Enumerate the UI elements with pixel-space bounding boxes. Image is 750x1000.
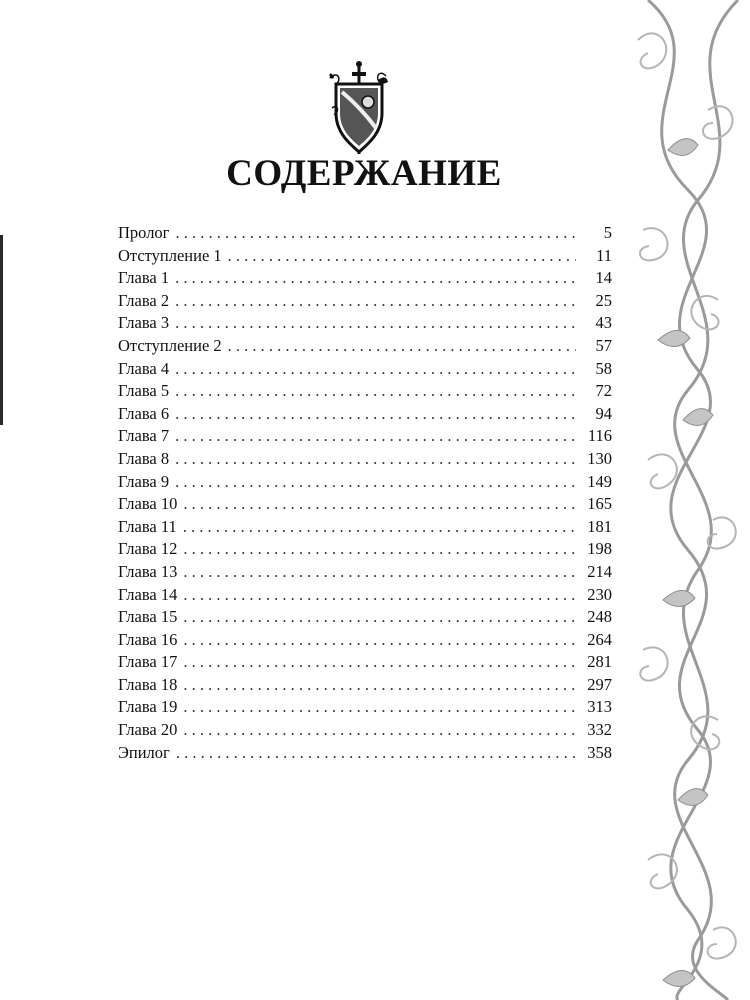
toc-entry-page: 58 [595, 358, 612, 378]
toc-entry-page: 264 [587, 629, 612, 649]
toc-leader-dots [175, 312, 576, 335]
toc-entry-title: Эпилог [118, 742, 170, 762]
toc-entry-title: Глава 19 [118, 697, 178, 717]
toc-entry-page: 11 [596, 245, 612, 265]
toc-entry [118, 358, 612, 381]
page-edge-mark [0, 235, 3, 425]
toc-leader-dots [183, 696, 576, 719]
toc-entry-title: Глава 18 [118, 674, 178, 694]
toc-entry-title: Глава 8 [118, 448, 170, 468]
toc-leader-dots [175, 425, 576, 448]
toc-entry [118, 403, 612, 426]
toc-entry [118, 696, 612, 719]
toc-entry-title: Глава 11 [118, 516, 177, 536]
toc-leader-dots [228, 335, 576, 358]
toc-entry [118, 742, 612, 765]
toc-entry-title: Глава 20 [118, 720, 178, 740]
toc-entry-page: 230 [587, 584, 612, 604]
toc-entry-page: 94 [595, 403, 612, 423]
toc-leader-dots [175, 471, 576, 494]
toc-entry [118, 493, 612, 516]
toc-entry-page: 14 [595, 268, 612, 288]
toc-entry [118, 584, 612, 607]
toc-entry [118, 651, 612, 674]
toc-entry [118, 312, 612, 335]
toc-leader-dots [175, 222, 576, 245]
toc-entry [118, 245, 612, 268]
toc-leader-dots [183, 606, 576, 629]
toc-leader-dots [175, 267, 576, 290]
toc-entry [118, 335, 612, 358]
toc-entry-page: 116 [587, 426, 612, 446]
toc-leader-dots [175, 358, 576, 381]
toc-entry-title: Глава 12 [118, 539, 178, 559]
toc-entry [118, 516, 612, 539]
toc-entry [118, 471, 612, 494]
toc-entry-page: 43 [595, 313, 612, 333]
toc-entry-title: Отступление 2 [118, 335, 222, 355]
toc-leader-dots [175, 403, 576, 426]
toc-entry-page: 130 [587, 448, 612, 468]
toc-entry-title: Отступление 1 [118, 245, 222, 265]
toc-entry [118, 425, 612, 448]
toc-entry [118, 380, 612, 403]
toc-entry-title: Пролог [118, 223, 170, 242]
toc-leader-dots [176, 742, 576, 765]
toc-entry-page: 165 [587, 494, 612, 514]
toc-entry-page: 149 [587, 471, 612, 491]
toc-entry [118, 222, 612, 245]
toc-entry-page: 358 [587, 742, 612, 762]
toc-entry-page: 281 [587, 652, 612, 672]
toc-leader-dots [228, 245, 576, 268]
toc-entry-page: 214 [587, 561, 612, 581]
toc-entry-page: 5 [603, 223, 612, 242]
toc-entry-title: Глава 2 [118, 290, 170, 310]
toc-entry-page: 57 [595, 335, 612, 355]
toc-entry-page: 181 [587, 516, 612, 536]
toc-leader-dots [183, 493, 576, 516]
toc-leader-dots [175, 290, 576, 313]
shield-sword-emblem-icon [328, 58, 390, 158]
toc-leader-dots [183, 629, 576, 652]
toc-leader-dots [175, 448, 576, 471]
table-of-contents [118, 222, 612, 764]
toc-entry-page: 198 [587, 539, 612, 559]
toc-leader-dots [183, 538, 576, 561]
toc-entry-title: Глава 9 [118, 471, 170, 491]
toc-entry [118, 719, 612, 742]
toc-leader-dots [175, 380, 576, 403]
toc-entry [118, 561, 612, 584]
toc-entry-title: Глава 15 [118, 607, 178, 627]
toc-entry-title: Глава 5 [118, 381, 170, 401]
toc-entry-page: 72 [595, 381, 612, 401]
toc-entry-title: Глава 4 [118, 358, 170, 378]
toc-leader-dots [183, 561, 576, 584]
toc-entry [118, 674, 612, 697]
toc-entry-page: 25 [595, 290, 612, 310]
toc-entry-page: 297 [587, 674, 612, 694]
toc-leader-dots [183, 584, 576, 607]
toc-entry-title: Глава 6 [118, 403, 170, 423]
floral-border-ornament-icon [628, 0, 750, 1000]
toc-entry-page: 313 [587, 697, 612, 717]
toc-entry-page: 332 [587, 720, 612, 740]
toc-entry-title: Глава 10 [118, 494, 178, 514]
toc-entry-title: Глава 17 [118, 652, 178, 672]
toc-entry-title: Глава 14 [118, 584, 178, 604]
toc-leader-dots [183, 674, 576, 697]
toc-entry-title: Глава 7 [118, 426, 170, 446]
toc-entry-title: Глава 1 [118, 268, 170, 288]
toc-entry [118, 606, 612, 629]
page-title: СОДЕРЖАНИЕ [226, 153, 502, 194]
toc-entry-page: 248 [587, 607, 612, 627]
toc-entry [118, 290, 612, 313]
toc-entry [118, 538, 612, 561]
toc-entry-title: Глава 13 [118, 561, 178, 581]
toc-entry [118, 629, 612, 652]
toc-entry-title: Глава 3 [118, 313, 170, 333]
toc-leader-dots [183, 719, 576, 742]
toc-entry [118, 448, 612, 471]
toc-leader-dots [183, 516, 576, 539]
toc-entry [118, 267, 612, 290]
toc-entry-title: Глава 16 [118, 629, 178, 649]
toc-leader-dots [183, 651, 576, 674]
